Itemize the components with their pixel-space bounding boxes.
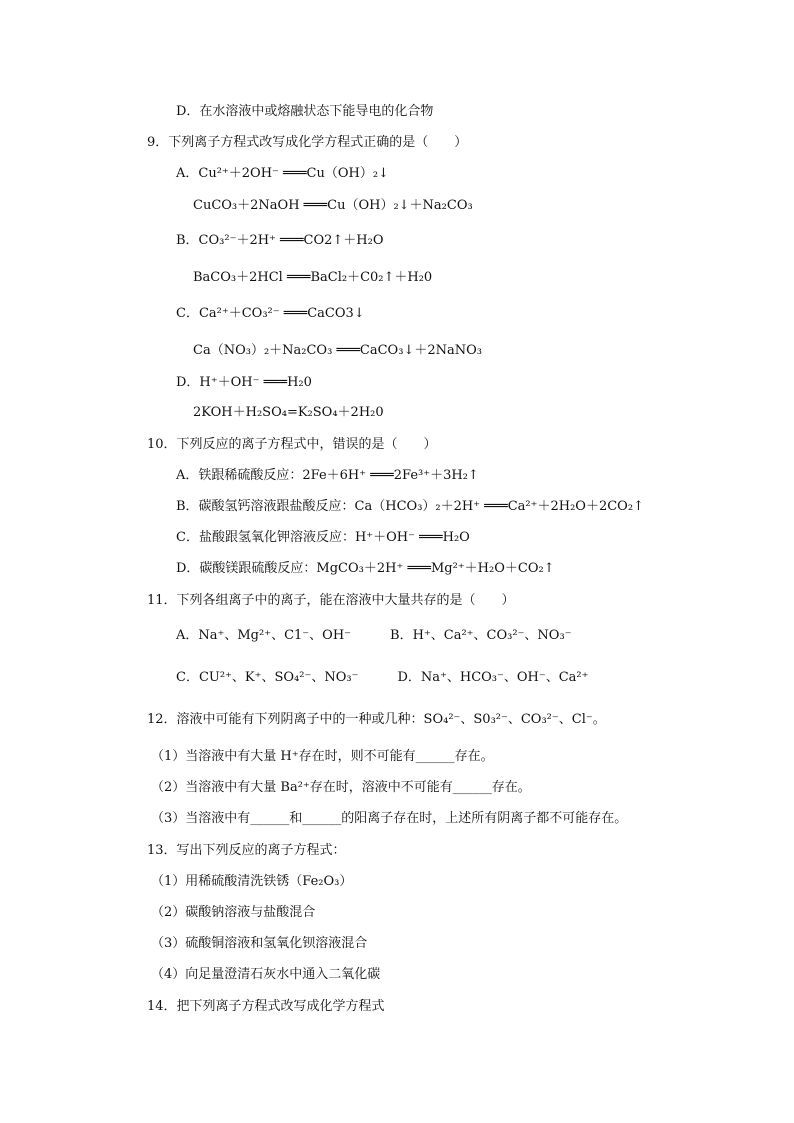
question-14: 14．把下列离子方程式改写成化学方程式 (147, 999, 385, 1014)
q13-part-2: （2）碳酸钠溶液与盐酸混合 (151, 905, 316, 920)
q10-option-a: A．铁跟稀硫酸反应：2Fe＋6H⁺ ═══2Fe³⁺＋3H₂↑ (176, 468, 479, 483)
q9-option-c-equation: Ca（NO₃）₂＋Na₂CO₃ ═══CaCO₃↓＋2NaNO₃ (193, 343, 482, 358)
q9-option-d: D．H⁺＋OH⁻ ═══H₂0 (176, 375, 312, 390)
q11-options-ab: A．Na⁺、Mg²⁺、C1⁻、OH⁻ B．H⁺、Ca²⁺、CO₃²⁻、NO₃⁻ (176, 628, 572, 643)
option-d-q8: D．在水溶液中或熔融状态下能导电的化合物 (176, 104, 434, 119)
q10-option-c: C．盐酸跟氢氧化钾溶液反应：H⁺＋OH⁻ ═══H₂O (176, 530, 470, 545)
question-9: 9．下列离子方程式改写成化学方程式正确的是（ ） (147, 135, 468, 150)
q11-options-cd: C．CU²⁺、K⁺、SO₄²⁻、NO₃⁻ D．Na⁺、HCO₃⁻、OH⁻、Ca²⁺ (176, 670, 589, 685)
q12-part-1: （1）当溶液中有大量 H⁺存在时，则不可能有______存在。 (151, 749, 494, 764)
question-12: 12．溶液中可能有下列阴离子中的一种或几种：SO₄²⁻、S0₃²⁻、CO₃²⁻、Cl⁻。 (147, 712, 606, 727)
q12-part-2: （2）当溶液中有大量 Ba²⁺存在时，溶液中不可能有______存在。 (151, 780, 531, 795)
question-13: 13．写出下列反应的离子方程式： (147, 843, 346, 858)
q9-option-b: B．CO₃²⁻＋2H⁺ ═══CO2↑＋H₂O (176, 233, 384, 248)
q9-option-a: A．Cu²⁺＋2OH⁻ ═══Cu（OH）₂↓ (176, 166, 389, 181)
q9-option-b-equation: BaCO₃＋2HCl ═══BaCl₂＋C0₂↑＋H₂0 (193, 270, 433, 285)
q10-option-d: D．碳酸镁跟硫酸反应：MgCO₃＋2H⁺ ═══Mg²⁺＋H₂O＋CO₂↑ (176, 561, 555, 576)
q13-part-1: （1）用稀硫酸清洗铁锈（Fe₂O₃） (151, 874, 353, 889)
q12-part-3: （3）当溶液中有______和______的阳离子存在时，上述所有阴离子都不可能存在。 (151, 811, 628, 826)
question-11: 11．下列各组离子中的离子，能在溶液中大量共存的是（ ） (147, 593, 515, 608)
q10-option-b: B．碳酸氢钙溶液跟盐酸反应：Ca（HCO₃）₂＋2H⁺ ═══Ca²⁺＋2H₂O＋2CO₂↑ (176, 499, 644, 514)
q13-part-4: （4）向足量澄清石灰水中通入二氧化碳 (151, 967, 381, 982)
question-10: 10．下列反应的离子方程式中，错误的是（ ） (147, 437, 437, 452)
q9-option-d-equation: 2KOH＋H₂SO₄=K₂SO₄＋2H₂0 (193, 405, 384, 420)
q9-option-c: C．Ca²⁺＋CO₃²⁻ ═══CaCO3↓ (176, 306, 365, 321)
q9-option-a-equation: CuCO₃＋2NaOH ═══Cu（OH）₂↓＋Na₂CO₃ (193, 198, 473, 213)
q13-part-3: （3）硫酸铜溶液和氢氧化钡溶液混合 (151, 936, 368, 951)
